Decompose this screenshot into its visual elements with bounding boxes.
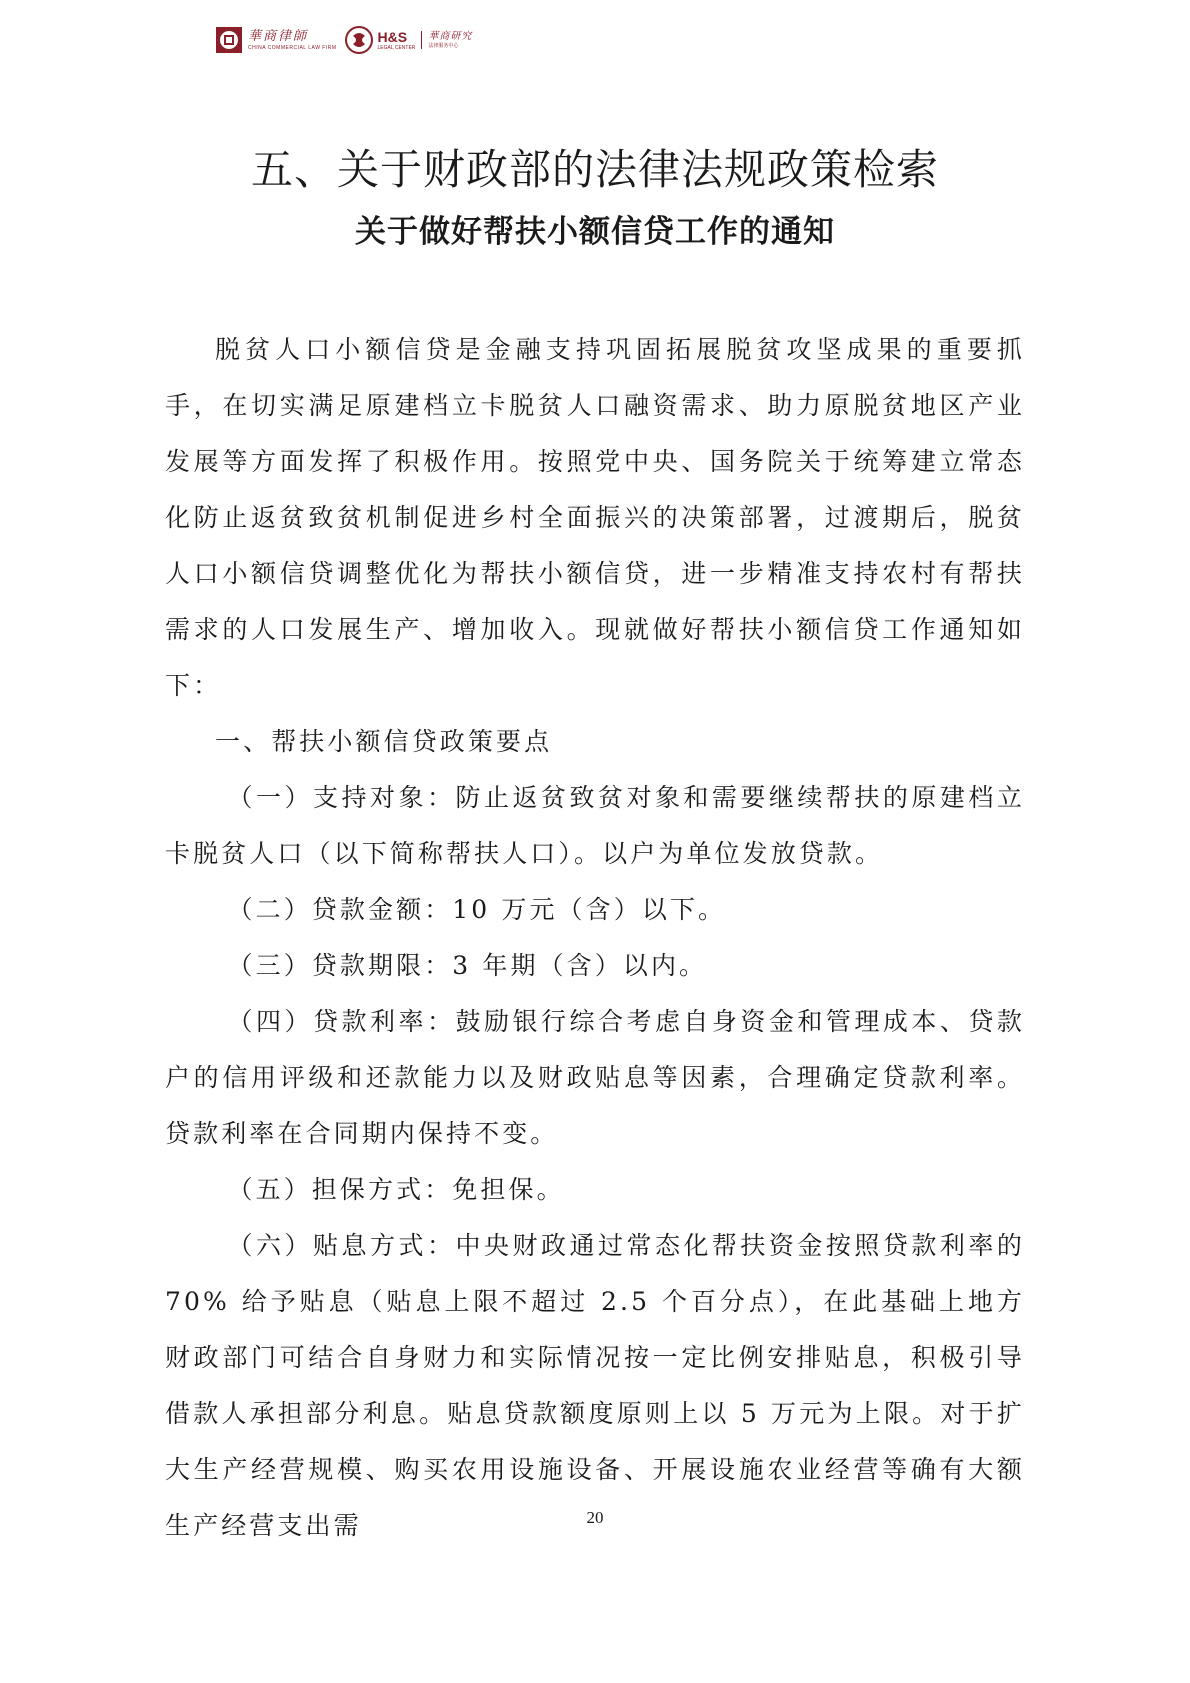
item-loan-interest-rate: （四）贷款利率：鼓励银行综合考虑自身资金和管理成本、贷款户的信用评级和还款能力以及财政贴息等因素，合理确定贷款利率。贷款利率在合同期内保持不变。: [165, 1007, 1025, 1148]
research-center-logo-main: H&S: [377, 28, 408, 45]
item-support-targets: （一）支持对象：防止返贫致贫对象和需要继续帮扶的原建档立卡脱贫人口（以下简称帮扶人口）。以户为单位发放贷款。: [165, 783, 1025, 868]
section-title: 五、关于财政部的法律法规政策检索: [250, 145, 939, 194]
research-center-logo-cn-small: 法律服务中心: [428, 42, 459, 49]
intro-paragraph: 脱贫人口小额信贷是金融支持巩固拓展脱贫攻坚成果的重要抓手，在切实满足原建档立卡脱贫人口融资需求、助力原脱贫地区产业发展等方面发挥了积极作用。按照党中央、国务院关于统筹建立常态化防止返贫致贫机制促进乡村全面振兴的决策部署，过渡期后，脱贫人口小额信贷调整优化为帮扶小额信贷，进一步精准支持农村有帮扶需求的人口发展生产、增加收入。现就做好帮扶小额信贷工作通知如下：: [165, 335, 1025, 700]
document-body: [165, 322, 1025, 1554]
item-guarantee-method: （五）担保方式：免担保。: [227, 1175, 565, 1204]
law-firm-logo: [215, 26, 337, 54]
page-header: [215, 20, 472, 60]
law-firm-seal-icon: [215, 26, 243, 54]
document-subtitle: 关于做好帮扶小额信贷工作的通知: [355, 214, 835, 250]
research-center-logo-en: LEGAL CENTER: [377, 44, 416, 51]
research-center-logo: [345, 26, 473, 54]
item-interest-subsidy: （六）贴息方式：中央财政通过常态化帮扶资金按照贷款利率的 70% 给予贴息（贴息上限不超过 2.5 个百分点），在此基础上地方财政部门可结合自身财力和实际情况按一定比例安排贴息，积极引导借款人承担部分利息。贴息贷款额度原则上以 5 万元为上限。对于扩大生产经营规模、购买农用设施设备、开展设施农业经营等确有大额生产经营支出需: [165, 1231, 1025, 1540]
logo-separator: [421, 31, 422, 49]
item-loan-term: （三）贷款期限：3 年期（含）以内。: [227, 951, 708, 980]
law-firm-logo-cn: 華商律師: [248, 28, 309, 44]
law-firm-logo-en: CHINA COMMERCIAL LAW FIRM: [248, 44, 337, 51]
page-number: 20: [586, 1508, 604, 1527]
research-center-logo-cn: 華商研究: [428, 30, 473, 42]
research-center-emblem-icon: [345, 26, 373, 54]
section-heading-policy-points: 一、帮扶小额信贷政策要点: [215, 727, 553, 756]
item-loan-amount: （二）贷款金额：10 万元（含）以下。: [227, 895, 727, 924]
